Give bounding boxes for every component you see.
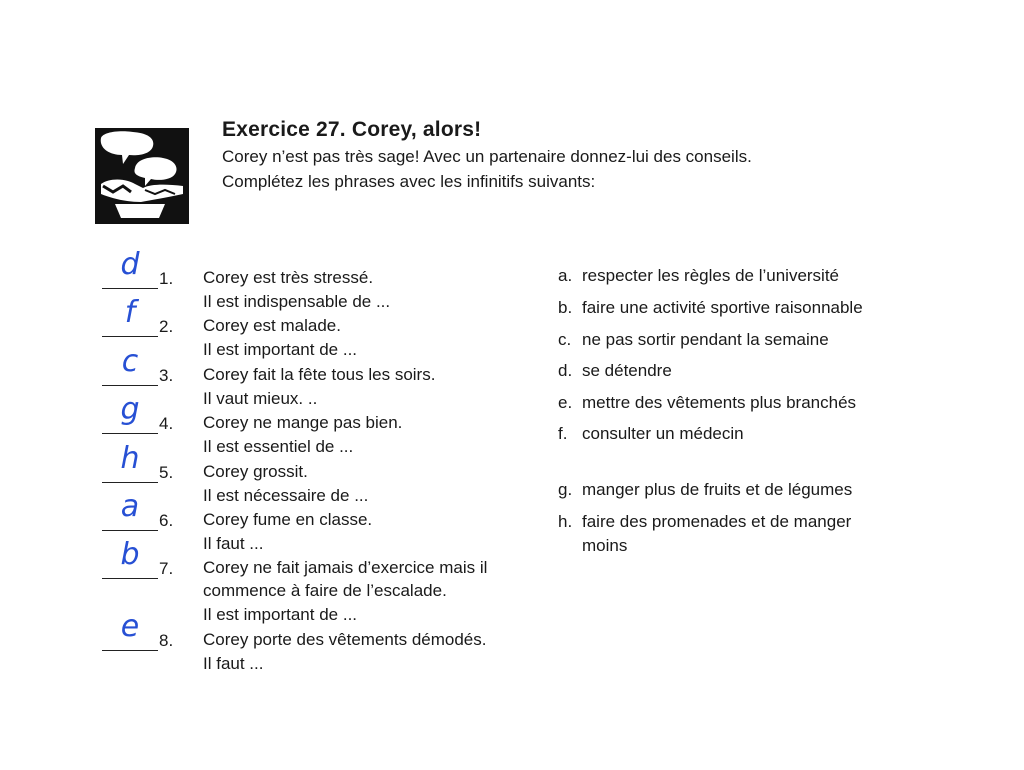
item-line: Il est indispensable de ...: [203, 292, 391, 311]
option-text: manger plus de fruits et de légumes: [582, 480, 853, 499]
option-text: moins: [582, 536, 628, 555]
handwritten-answer: h: [120, 441, 140, 476]
item-line: Corey porte des vêtements démodés.: [203, 630, 487, 649]
item-number: 5.: [159, 463, 174, 482]
item-line: Corey fait la fête tous les soirs.: [203, 365, 436, 384]
instruction-line: Complétez les phrases avec les infinitifs suivants:: [222, 172, 596, 191]
answer-blank[interactable]: [102, 578, 158, 579]
item-line: Corey fume en classe.: [203, 510, 373, 529]
option-letter: e.: [558, 393, 573, 412]
item-line: Corey est très stressé.: [203, 268, 374, 287]
answer-blank[interactable]: [102, 336, 158, 337]
option-text: consulter un médecin: [582, 424, 744, 443]
option-letter: c.: [558, 330, 572, 349]
answer-blank[interactable]: [102, 433, 158, 434]
item-line: Il faut ...: [203, 534, 264, 553]
option-text: respecter les règles de l’université: [582, 266, 840, 285]
item-line: Corey ne fait jamais d’exercice mais il: [203, 558, 488, 577]
item-line: Il faut ...: [203, 654, 264, 673]
item-number: 6.: [159, 511, 174, 530]
item-line: Corey grossit.: [203, 462, 308, 481]
answer-blank[interactable]: [102, 530, 158, 531]
option-text: faire des promenades et de manger: [582, 512, 852, 531]
exercise-title: Exercice 27. Corey, alors!: [222, 118, 482, 141]
item-number: 3.: [159, 366, 174, 385]
answer-blank[interactable]: [102, 650, 158, 651]
item-number: 2.: [159, 317, 174, 336]
handwritten-answer: a: [120, 489, 140, 524]
option-text: ne pas sortir pendant la semaine: [582, 330, 829, 349]
option-letter: g.: [558, 480, 573, 499]
item-line: commence à faire de l’escalade.: [203, 581, 447, 600]
handwritten-answer: e: [120, 609, 140, 644]
option-letter: a.: [558, 266, 573, 285]
speech-bubble-illustration-icon: [95, 128, 189, 224]
option-text: faire une activité sportive raisonnable: [582, 298, 863, 317]
handwritten-answer: g: [120, 392, 140, 427]
answer-blank[interactable]: [102, 385, 158, 386]
item-number: 8.: [159, 631, 174, 650]
handwritten-answer: f: [124, 295, 136, 330]
item-line: Corey est malade.: [203, 316, 341, 335]
instruction-line: Corey n’est pas très sage! Avec un partenaire donnez-lui des conseils.: [222, 147, 752, 166]
item-line: Il est nécessaire de ...: [203, 486, 369, 505]
item-line: Il est important de ...: [203, 605, 358, 624]
answer-blank[interactable]: [102, 288, 158, 289]
option-letter: h.: [558, 512, 573, 531]
item-number: 4.: [159, 414, 174, 433]
handwritten-answer: d: [120, 247, 140, 282]
item-line: Il vaut mieux. ..: [203, 389, 318, 408]
option-letter: d.: [558, 361, 573, 380]
item-line: Il est essentiel de ...: [203, 437, 354, 456]
option-text: mettre des vêtements plus branchés: [582, 393, 857, 412]
item-line: Corey ne mange pas bien.: [203, 413, 403, 432]
item-line: Il est important de ...: [203, 340, 358, 359]
item-number: 7.: [159, 559, 174, 578]
handwritten-answer: b: [120, 537, 140, 572]
answer-blank[interactable]: [102, 482, 158, 483]
option-text: se détendre: [582, 361, 672, 380]
handwritten-answer: c: [121, 344, 139, 379]
option-letter: f.: [558, 424, 568, 443]
item-number: 1.: [159, 269, 174, 288]
option-letter: b.: [558, 298, 573, 317]
